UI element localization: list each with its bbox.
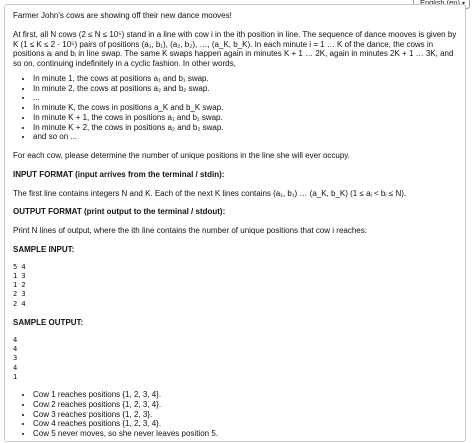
intro-text: Farmer John's cows are showing off their new dance mooves!: [13, 11, 232, 20]
input-format-text: The first line contains integers N and K. Each of the next K lines contains (a₁, b₁) … (a_K, b_K) (1 ≤ aᵢ < bᵢ ≤ N).: [13, 188, 407, 198]
sample-output-heading: SAMPLE OUTPUT:: [13, 317, 84, 327]
list-item: • In minute 1, the cows at positions a₁ and b₁ swap.: [33, 74, 457, 84]
move-list: [13, 74, 457, 142]
list-item: • In minute K + 2, the cows in positions a₂ and b₂ swap.: [33, 123, 457, 133]
output-format-heading: OUTPUT FORMAT (print output to the terminal / stdout):: [13, 207, 226, 217]
task-text: For each cow, please determine the number of unique positions in the line she will ever occupy.: [13, 151, 350, 160]
problem-description: At first, all N cows (2 ≤ N ≤ 10⁵) stand in a line with cow i in the ith position in line. The sequence of dance mooves is given by K (1 ≤ K ≤ 2 · 10⁵) pairs of positions (a₁, b₁), (a₂, b₂), …, (a_K, b_K). In each minute i = 1 … K of the dance, the cows in positions aᵢ and bᵢ in line swap. The same K swaps happen again in minutes K + 1 … 2K, again in minutes 2K + 1 … 3K, and so on, continuing indefinitely in a cyclic fashion. In other words,: [13, 29, 457, 68]
problem-panel: [4, 4, 466, 442]
list-item: • In minute 2, the cows at positions a₂ and b₂ swap.: [33, 84, 457, 94]
list-item: • In minute K + 1, the cows in positions a₁ and b₁ swap.: [33, 113, 457, 123]
output-format-text: Print N lines of output, where the ith line contains the number of unique positions that cow i reaches.: [13, 226, 367, 235]
list-item: • Cow 1 reaches positions {1, 2, 3, 4}.: [33, 390, 457, 400]
list-item: • and so on ...: [33, 132, 457, 142]
explanation-list: [13, 390, 457, 439]
list-item: • Cow 4 reaches positions {1, 2, 3, 4}.: [33, 419, 457, 429]
input-format-heading: INPUT FORMAT (input arrives from the terminal / stdin):: [13, 169, 225, 179]
list-item: • Cow 5 never moves, so she never leaves position 5.: [33, 429, 457, 439]
sample-output-block[interactable]: 4 4 3 4 1: [13, 335, 18, 381]
sample-input-block[interactable]: 5 4 1 3 1 2 2 3 2 4: [13, 262, 26, 308]
list-item: • In minute K, the cows in positions a_K and b_K swap.: [33, 103, 457, 113]
problem-content: [5, 5, 465, 439]
list-item: • Cow 2 reaches positions {1, 2, 3, 4}.: [33, 400, 457, 410]
list-item: • ...: [33, 93, 457, 103]
list-item: • Cow 3 reaches positions {1, 2, 3}.: [33, 410, 457, 420]
sample-input-heading: SAMPLE INPUT:: [13, 244, 75, 254]
